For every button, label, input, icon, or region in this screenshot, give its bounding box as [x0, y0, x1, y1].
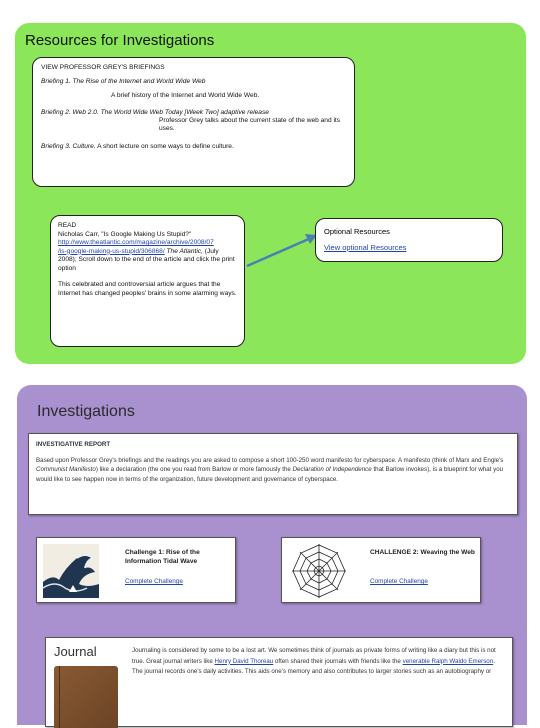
read-citation — [58, 239, 237, 273]
read-summary: This celebrated and controversial article argues that the Internet has changed peoples' brains in some alarming ways. — [58, 281, 237, 297]
article-link[interactable]: http://www.theatlantic.com/magazine/archive/2008/07 /is-google-making-us-stupid/306868/ — [58, 239, 214, 255]
briefing2-link[interactable]: Briefing 2. Web 2.0. The World Wide Web Today [Week Two] adaptive release — [41, 108, 269, 116]
journal-card[interactable] — [45, 637, 513, 727]
briefings-card — [32, 57, 355, 187]
journal-book-icon — [54, 666, 118, 728]
challenge2-card[interactable] — [281, 537, 481, 603]
resources-panel — [15, 23, 526, 364]
read-card — [50, 215, 245, 347]
report-text: Based upon Professor Grey's briefings and the readings you are asked to compose a short 100-250 word manifesto for cyberspace. A manifesto (think of Marx and Engle's Communist Manifesto) like a declaration (the one you read from Barlow or more famously the Declaration of Independence that Barlow invokes), is a blueprint for what you would like to see happen now in terms of the organization, future development and governance of cyberspace. — [36, 456, 504, 483]
read-source: The Atlantic, — [166, 247, 203, 255]
read-author: Nicholas Carr, "Is Google Making Us Stupid?" — [58, 230, 192, 238]
optional-resources-card — [315, 218, 503, 262]
briefing1-description: A brief history of the Internet and World Wide Web. — [111, 92, 260, 100]
challenge1-card[interactable] — [36, 537, 236, 603]
read-date: (July 2008); Scroll down to the end of the article and click the print option — [58, 247, 235, 272]
journal-text: Journaling is considered by some to be a lost art. We sometimes think of journals as private forms of writing like a diary but this is not true. Great journal writers like Henry David Thoreau often shared their journals with friends like the venerable Ralph Waldo Emerson. The journal records one's daily activities. This aids one's memory and also contributes to larger stories such as an autobiography or — [132, 647, 496, 676]
briefing3-link[interactable]: Briefing 3. Culture. — [41, 143, 96, 151]
briefing3-description: A short lecture on some ways to define culture. — [97, 143, 234, 151]
optional-resources-link[interactable]: View optional Resources — [324, 243, 407, 252]
investigations-panel — [17, 385, 527, 725]
challenge1-title: Challenge 1: Rise of the Information Tidal Wave — [125, 549, 200, 566]
briefing1-link[interactable]: Briefing 1. The Rise of the Internet and World Wide Web — [41, 78, 206, 86]
journal-title: Journal — [54, 644, 97, 659]
challenge2-link[interactable]: Complete Challenge — [370, 578, 428, 585]
briefing3-row — [41, 143, 346, 151]
investigative-report-card — [28, 433, 518, 515]
briefings-heading: VIEW PROFESSOR GREY'S BRIEFINGS — [41, 64, 165, 71]
spider-web-icon — [290, 542, 348, 600]
read-heading: READ — [58, 222, 77, 229]
great-wave-icon — [43, 544, 99, 598]
report-heading: INVESTIGATIVE REPORT — [36, 441, 111, 448]
optional-heading: Optional Resources — [324, 227, 390, 236]
challenge2-title: CHALLENGE 2: Weaving the Web — [370, 549, 475, 556]
investigations-title: Investigations — [37, 403, 135, 420]
arrow-icon — [245, 228, 320, 268]
briefing2-description: Professor Grey talks about the current state of the web and its uses. — [159, 116, 341, 133]
resources-title: Resources for Investigations — [25, 32, 215, 49]
challenge1-link[interactable]: Complete Challenge — [125, 578, 183, 585]
emerson-link[interactable]: venerable Ralph Waldo Emerson — [402, 657, 494, 665]
thoreau-link[interactable]: Henry David Thoreau — [214, 657, 274, 665]
